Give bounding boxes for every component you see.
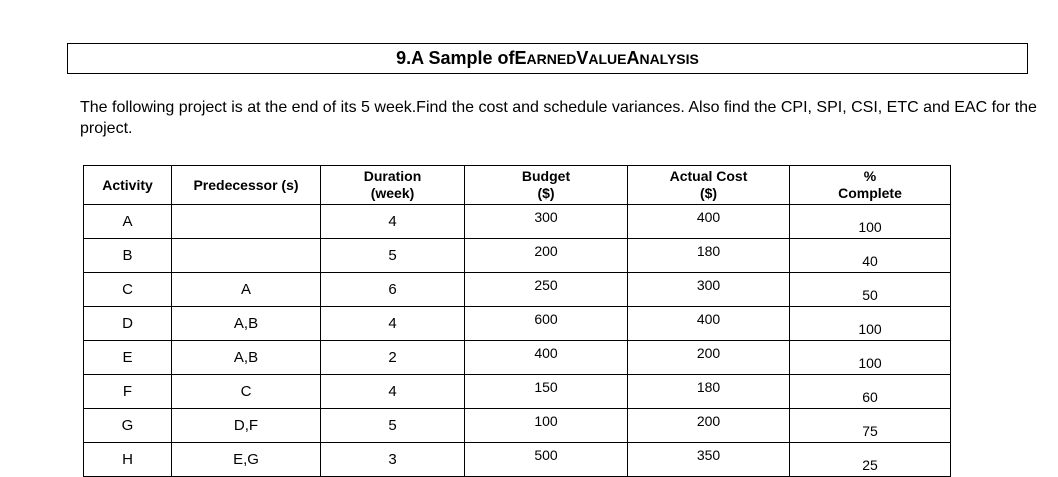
cell-activity: A [84, 205, 172, 239]
table-header-row [84, 166, 951, 205]
cell-percent-complete: 100 [790, 205, 951, 239]
heading-rest-analysis: NALYSIS [639, 50, 699, 67]
cell-budget: 400 [465, 341, 628, 375]
table-row [84, 205, 951, 239]
cell-budget: 250 [465, 273, 628, 307]
cell-percent-complete: 100 [790, 341, 951, 375]
cell-predecessor: A,B [172, 307, 321, 341]
cell-actual-cost: 200 [628, 341, 790, 375]
heading-rest-value: ALUE [588, 50, 627, 67]
cell-activity: C [84, 273, 172, 307]
cell-actual-cost: 400 [628, 205, 790, 239]
table-row [84, 273, 951, 307]
header-predecessor: Predecessor (s) [172, 166, 321, 205]
cell-percent-complete: 75 [790, 409, 951, 443]
cell-predecessor: E,G [172, 443, 321, 477]
cell-percent-complete: 25 [790, 443, 951, 477]
cell-actual-cost: 180 [628, 375, 790, 409]
heading-rest-earned: ARNED [526, 50, 577, 67]
cell-actual-cost: 300 [628, 273, 790, 307]
header-activity: Activity [84, 166, 172, 205]
cell-activity: B [84, 239, 172, 273]
header-budget: Budget ($) [465, 166, 628, 205]
cell-budget: 600 [465, 307, 628, 341]
cell-percent-complete: 100 [790, 307, 951, 341]
cell-predecessor: D,F [172, 409, 321, 443]
heading-cap-a: A [626, 48, 640, 68]
cell-predecessor: A,B [172, 341, 321, 375]
cell-duration: 4 [321, 375, 465, 409]
cell-percent-complete: 60 [790, 375, 951, 409]
problem-statement: The following project is at the end of its 5 week.Find the cost and schedule variances. Also find the CPI, SPI, CSI, ETC and EAC for the project. [80, 99, 1037, 137]
table-row [84, 409, 951, 443]
cell-duration: 5 [321, 239, 465, 273]
earned-value-table [83, 165, 951, 477]
cell-predecessor [172, 205, 321, 239]
cell-duration: 5 [321, 409, 465, 443]
cell-activity: E [84, 341, 172, 375]
cell-budget: 200 [465, 239, 628, 273]
cell-actual-cost: 180 [628, 239, 790, 273]
cell-duration: 2 [321, 341, 465, 375]
table-row [84, 375, 951, 409]
cell-predecessor: A [172, 273, 321, 307]
heading-cap-v: V [576, 48, 589, 68]
heading-cap-e: E [514, 48, 527, 68]
cell-activity: G [84, 409, 172, 443]
cell-predecessor: C [172, 375, 321, 409]
header-actual-cost: Actual Cost ($) [628, 166, 790, 205]
cell-activity: F [84, 375, 172, 409]
cell-activity: H [84, 443, 172, 477]
table-row [84, 307, 951, 341]
cell-budget: 300 [465, 205, 628, 239]
cell-percent-complete: 40 [790, 239, 951, 273]
table-row [84, 341, 951, 375]
cell-duration: 6 [321, 273, 465, 307]
heading-number: 9.A Sample of [396, 48, 515, 68]
cell-budget: 150 [465, 375, 628, 409]
cell-actual-cost: 400 [628, 307, 790, 341]
cell-predecessor [172, 239, 321, 273]
table-row [84, 239, 951, 273]
cell-duration: 4 [321, 205, 465, 239]
cell-percent-complete: 50 [790, 273, 951, 307]
section-heading [67, 43, 1028, 74]
cell-duration: 4 [321, 307, 465, 341]
header-duration: Duration (week) [321, 166, 465, 205]
cell-duration: 3 [321, 443, 465, 477]
cell-budget: 500 [465, 443, 628, 477]
cell-budget: 100 [465, 409, 628, 443]
cell-activity: D [84, 307, 172, 341]
table-row [84, 443, 951, 477]
cell-actual-cost: 350 [628, 443, 790, 477]
cell-actual-cost: 200 [628, 409, 790, 443]
header-percent-complete: % Complete [790, 166, 951, 205]
